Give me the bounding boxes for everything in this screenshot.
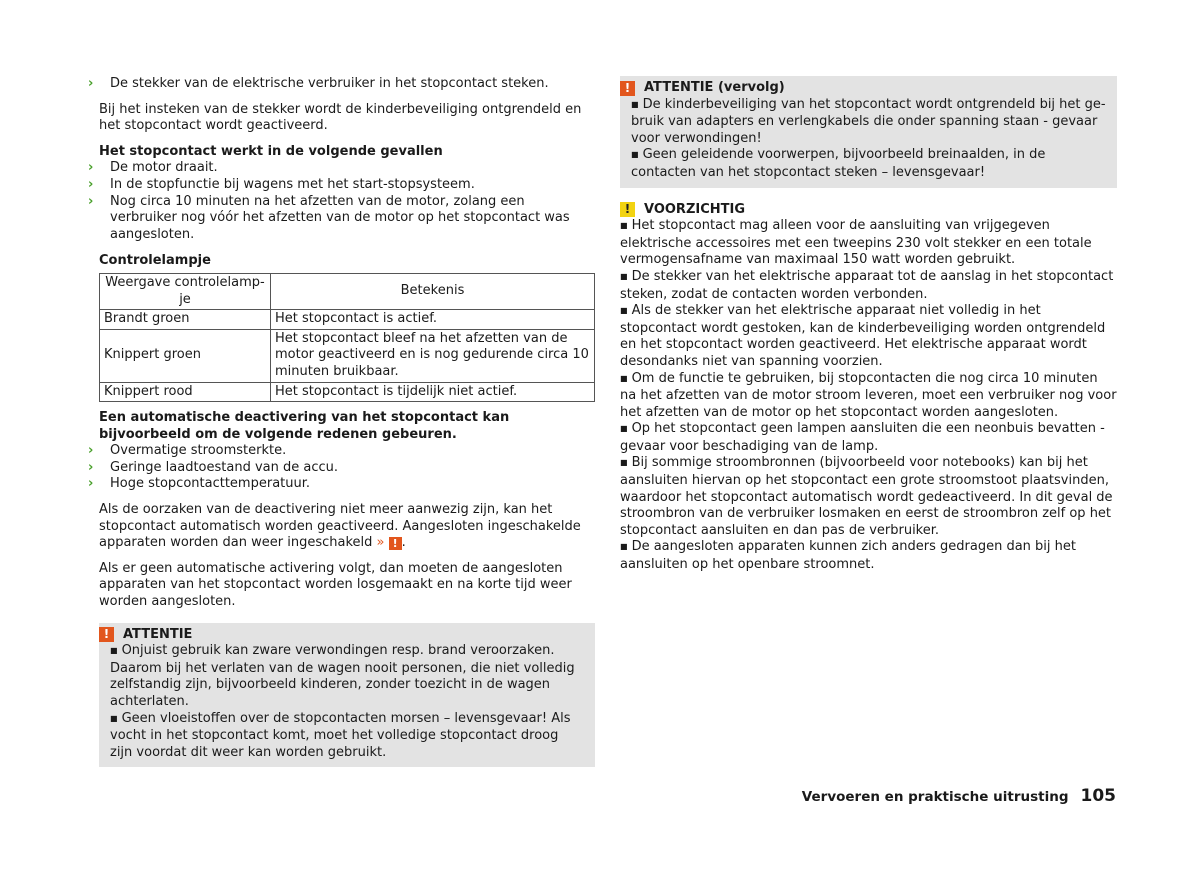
warning-item: ■ De kinderbeveiliging van het stopcontact wordt ontgrendeld bij het gebruik van adapters en verlengkabels die onder spanning staan - gevaar voor verwondingen!	[631, 97, 1106, 148]
warning-reference-link[interactable]: » !	[377, 535, 402, 550]
arrow-icon: ›	[88, 476, 94, 492]
paragraph: Als de oorzaken van de deactivering niet meer aanwezig zijn, kan het stopcontact automatisch worden geactiveerd. Aangesloten ingeschakelde apparaten worden dan weer ingeschakeld » ! .	[99, 502, 581, 551]
arrow-icon: ›	[88, 160, 94, 176]
warning-box-continued	[620, 76, 1117, 188]
table-row	[100, 310, 595, 330]
table-header: Betekenis	[271, 273, 595, 309]
list-item: › Hoge stopcontacttemperatuur.	[88, 476, 311, 492]
caution-item: ■ De aangesloten apparaten kunnen zich anders gedragen dan bij het aansluiten op het openbare stroomnet.	[620, 539, 1117, 573]
table-header: Weergave controlelampje	[100, 273, 271, 309]
warning-item: ■ Geen vloeistoffen over de stopcontacten morsen – levensgevaar! Als vocht in het stopcontact komt, moet het volledige stopcontact droog zijn voordat dit weer kan worden gebruikt.	[110, 711, 584, 762]
table-title: Controlelampje	[99, 253, 211, 269]
table-header-row	[100, 273, 595, 309]
list-item: › Overmatige stroomsterkte.	[88, 443, 287, 459]
table-row	[100, 382, 595, 402]
caution-item: ■ Op het stopcontact geen lampen aansluiten die een neonbuis bevatten - gevaar voor beschadiging van de lamp.	[620, 421, 1117, 455]
table-row	[100, 329, 595, 382]
arrow-icon: ›	[88, 76, 94, 91]
caution-item: ■ De stekker van het elektrische apparaat tot de aanslag in het stopcontact steken, zodat de contacten worden verbonden.	[620, 269, 1117, 303]
paragraph: Als er geen automatische activering volgt, dan moeten de aangesloten apparaten van het stopcontact worden losgemaakt en na korte tijd weer worden aangesloten.	[99, 560, 572, 610]
caution-section	[620, 202, 1117, 574]
arrow-icon: ›	[88, 443, 94, 459]
table-cell: Het stopcontact is tijdelijk niet actief.	[271, 382, 595, 402]
warning-item: ■ Geen geleidende voorwerpen, bijvoorbeeld breinaalden, in de contacten van het stopcontact steken – levensgevaar!	[631, 147, 1106, 181]
caution-item: ■ Het stopcontact mag alleen voor de aansluiting van vrijgegeven elektrische accessoires met een tweepins 230 volt stekker en een totale vermogensafname van maximaal 150 watt worden gebruikt.	[620, 218, 1117, 269]
list-item: › De motor draait.	[88, 160, 218, 176]
warning-box	[99, 623, 595, 768]
arrow-icon: ›	[88, 193, 94, 209]
warning-item: ■ Onjuist gebruik kan zware verwondingen resp. brand veroorzaken. Daarom bij het verlaten van de wagen nooit personen, die niet volledig zelfstandig zijn, bijvoorbeeld kinderen, zonder toezicht in de wagen achterlaten.	[110, 643, 584, 710]
arrow-icon: ›	[88, 176, 94, 192]
list-item: › Geringe laadtoestand van de accu.	[88, 459, 339, 475]
warning-icon: !	[620, 81, 635, 96]
section-heading: Het stopcontact werkt in de volgende gevallen	[99, 143, 443, 159]
section-heading: Een automatische deactivering van het stopcontact kan bijvoorbeeld om de volgende redenen gebeuren.	[99, 410, 510, 442]
table-cell: Knippert groen	[100, 329, 271, 382]
warning-icon: !	[389, 537, 402, 550]
table-cell: Het stopcontact is actief.	[271, 310, 595, 330]
table-cell: Brandt groen	[100, 310, 271, 330]
chapter-title: Vervoeren en praktische uitrusting	[801, 789, 1069, 805]
caution-item: ■ Als de stekker van het elektrische apparaat niet volledig in het stopcontact wordt gestoken, kan de kinderbeveiliging worden ontgrendeld en het stopcontact worden geactiveerd. Het elektrische apparaat wordt desondanks niet van spanning voorzien.	[620, 303, 1117, 370]
warning-header: ! ATTENTIE	[99, 627, 584, 644]
page-number: 105	[1080, 786, 1116, 806]
list-item: › In de stopfunctie bij wagens met het start-stopsysteem.	[88, 176, 475, 192]
table-cell: Knippert rood	[100, 382, 271, 402]
caution-item: ■ Om de functie te gebruiken, bij stopcontacten die nog circa 10 minuten na het afzetten van de motor stroom leveren, moet een verbruiker nog voor het afzetten van de motor op het stopcontact worden aangesloten.	[620, 371, 1117, 422]
step-item: › De stekker van de elektrische verbruiker in het stopcontact steken.	[88, 76, 549, 91]
paragraph: Bij het insteken van de stekker wordt de kinderbeveiliging ontgrendeld en het stopcontact wordt geactiveerd.	[99, 101, 582, 134]
caution-header: ! VOORZICHTIG	[620, 202, 1117, 219]
caution-icon: !	[620, 202, 635, 217]
caution-item: ■ Bij sommige stroombronnen (bijvoorbeeld voor notebooks) kan bij het aansluiten hiervan op het stopcontact een grote stroomstoot plaatsvinden, waardoor het stopcontact automatisch wordt gedeactiveerd. In dit geval de stroombron van de verbruiker losmaken en eerst de stroombron zelf op het stopcontact aansluiten en dan pas de verbruiker.	[620, 455, 1117, 539]
page-footer	[802, 788, 1116, 806]
table-cell: Het stopcontact bleef na het afzetten van de motor geactiveerd en is nog gedurende circa 10 minuten bruikbaar.	[271, 329, 595, 382]
warning-header: ! ATTENTIE (vervolg)	[620, 80, 1106, 97]
arrow-icon: ›	[88, 459, 94, 475]
warning-icon: !	[99, 627, 114, 642]
list-item: › Nog circa 10 minuten na het afzetten van de motor, zolang een verbruiker nog vóór het afzetten van de motor op het stopcontact was aangesloten.	[88, 193, 570, 242]
right-column	[620, 76, 1117, 574]
left-column	[88, 76, 595, 767]
indicator-table	[99, 273, 595, 402]
